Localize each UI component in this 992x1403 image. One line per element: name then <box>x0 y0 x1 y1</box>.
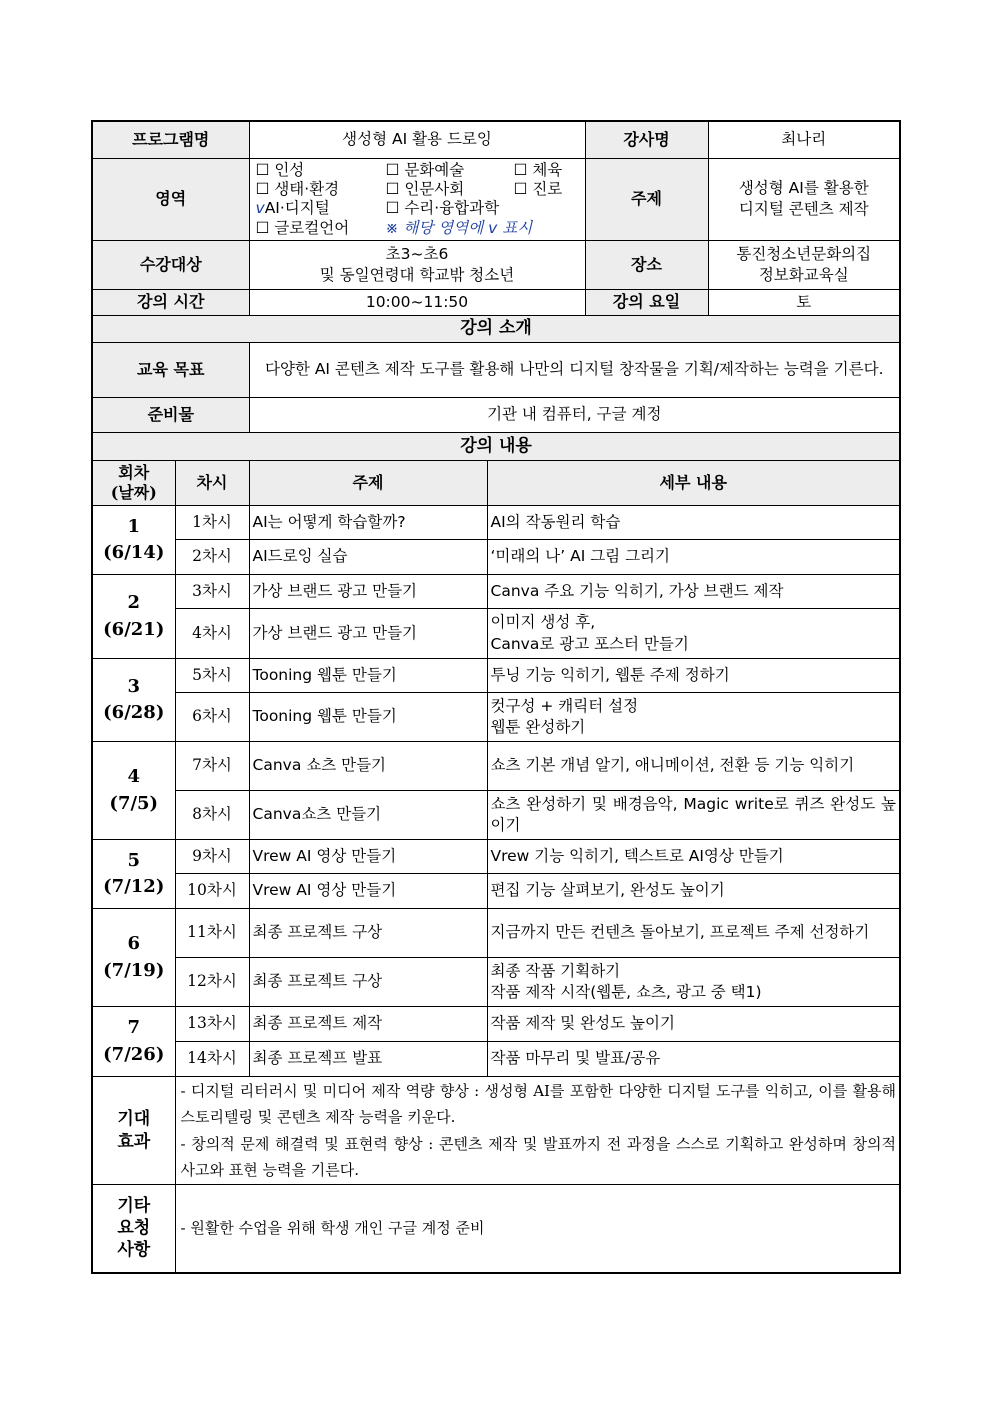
cha-cell: 6차시 <box>175 693 249 742</box>
content-section-title: 강의 내용 <box>92 433 900 461</box>
session-number: 3 <box>127 675 141 697</box>
topic-cell: 최종 프로젝트 구상 <box>249 958 487 1007</box>
session-cell <box>92 909 175 1007</box>
session-cell <box>92 1007 175 1077</box>
cha-cell: 4차시 <box>175 609 249 659</box>
cha-cell: 8차시 <box>175 791 249 840</box>
col-session-header: 회차 (날짜) <box>92 461 175 506</box>
detail-cell: ‘미래의 나’ AI 그림 그리기 <box>487 540 900 575</box>
area-option-selected <box>256 199 386 218</box>
effects-item: - 창의적 문제 해결력 및 표현력 향상 : 콘텐츠 제작 및 발표까지 전 과정을 스스로 기획하고 완성하며 창의적 사고와 표현 능력을 기른다. <box>180 1134 896 1179</box>
cha-cell: 5차시 <box>175 659 249 693</box>
program-name-value: 생성형 AI 활용 드로잉 <box>249 121 585 158</box>
place-line: 통진청소년문화의집 <box>736 244 872 263</box>
session-cell <box>92 575 175 659</box>
target-label: 수강대상 <box>92 241 249 290</box>
time-value: 10:00~11:50 <box>249 290 585 316</box>
session-date: (7/26) <box>103 1043 165 1065</box>
other-label: 기타 요청 사항 <box>92 1185 175 1273</box>
session-date: (6/14) <box>103 542 165 563</box>
cha-cell: 3차시 <box>175 575 249 609</box>
detail-cell: 최종 작품 기획하기 작품 제작 시작(웹툰, 쇼츠, 광고 중 택1) <box>487 958 900 1007</box>
topic-cell: 최종 프로젝트 구상 <box>249 909 487 958</box>
topic-cell: Tooning 웹툰 만들기 <box>249 659 487 693</box>
prep-value: 기관 내 컴퓨터, 구글 계정 <box>249 398 900 433</box>
area-option: ☐ 체육 <box>513 160 563 179</box>
goal-label: 교육 목표 <box>92 343 249 398</box>
session-cell <box>92 506 175 575</box>
session-number: 1 <box>127 515 141 537</box>
session-date: (7/12) <box>103 876 165 897</box>
area-option: ☐ 글로컬언어 <box>255 218 350 237</box>
effects-label: 기대 효과 <box>92 1077 175 1185</box>
session-number: 4 <box>127 766 141 788</box>
session-date: (7/5) <box>109 792 159 814</box>
prep-label: 준비물 <box>92 398 249 433</box>
target-line: 및 동일연령대 학교밖 청소년 <box>319 266 515 284</box>
topic-cell: AI는 어떻게 학습할까? <box>249 506 487 540</box>
session-cell <box>92 742 175 840</box>
instructor-label: 강사명 <box>585 121 708 158</box>
cha-cell: 7차시 <box>175 742 249 791</box>
place-line: 정보화교육실 <box>758 266 849 284</box>
cha-cell: 13차시 <box>175 1007 249 1042</box>
area-note: ※ 해당 영역에 v 표시 <box>385 218 533 237</box>
target-line: 초3~초6 <box>385 244 449 263</box>
intro-section-title: 강의 소개 <box>92 316 900 343</box>
area-option: ☐ 진로 <box>513 179 563 198</box>
area-option: ☐ 생태·환경 <box>255 179 340 198</box>
cha-cell: 10차시 <box>175 874 249 909</box>
cha-cell: 11차시 <box>175 909 249 958</box>
topic-cell: Canva쇼츠 만들기 <box>249 791 487 840</box>
effects-item: - 디지털 리터러시 및 미디어 제작 역량 향상 : 생성형 AI를 포함한 다양한 디지털 도구를 익히고, 이를 활용해 스토리텔링 및 콘텐츠 제작 능력을 키운다. <box>180 1082 896 1127</box>
day-label: 강의 요일 <box>585 290 708 316</box>
topic-cell: 최종 프로젝트 제작 <box>249 1007 487 1042</box>
detail-cell: 작품 제작 및 완성도 높이기 <box>487 1007 900 1042</box>
area-option: ☐ 문화예술 <box>385 160 465 179</box>
area-option: ☐ 수리·융합과학 <box>385 199 500 218</box>
topic-cell: Vrew AI 영상 만들기 <box>249 840 487 874</box>
col-topic-header: 주제 <box>249 461 487 506</box>
detail-cell: 쇼츠 기본 개념 알기, 애니메이션, 전환 등 기능 익히기 <box>487 742 900 791</box>
day-value: 토 <box>708 290 900 316</box>
col-detail-header: 세부 내용 <box>487 461 900 506</box>
detail-cell: AI의 작동원리 학습 <box>487 506 900 540</box>
session-cell <box>92 840 175 909</box>
area-checklist <box>249 158 585 241</box>
topic-value <box>708 158 900 241</box>
effects-content <box>175 1077 900 1185</box>
topic-cell: 최종 프로젝프 발표 <box>249 1042 487 1077</box>
detail-cell: Canva 주요 기능 익히기, 가상 브랜드 제작 <box>487 575 900 609</box>
place-value <box>708 241 900 290</box>
topic-line: 생성형 AI를 활용한 <box>738 178 869 197</box>
session-number: 2 <box>127 592 141 614</box>
session-number: 7 <box>127 1017 141 1039</box>
topic-cell: AI드로잉 실습 <box>249 540 487 575</box>
program-plan-table <box>91 120 901 1274</box>
session-number: 5 <box>127 849 141 871</box>
detail-cell: 쇼츠 완성하기 및 배경음악, Magic write로 퀴즈 완성도 높이기 <box>487 791 900 840</box>
area-option: ☐ 인성 <box>255 160 305 179</box>
topic-cell: Tooning 웹툰 만들기 <box>249 693 487 742</box>
col-cha-header: 차시 <box>175 461 249 506</box>
session-cell <box>92 659 175 742</box>
goal-value: 다양한 AI 콘텐츠 제작 도구를 활용해 나만의 디지털 창작물을 기획/제작하는 능력을 기른다. <box>249 343 900 398</box>
detail-cell: Vrew 기능 익히기, 텍스트로 AI영상 만들기 <box>487 840 900 874</box>
place-label: 장소 <box>585 241 708 290</box>
detail-cell: 편집 기능 살펴보기, 완성도 높이기 <box>487 874 900 909</box>
topic-cell: Canva 쇼츠 만들기 <box>249 742 487 791</box>
detail-cell: 컷구성 + 캐릭터 설정 웹툰 완성하기 <box>487 693 900 742</box>
detail-cell: 투닝 기능 익히기, 웹툰 주제 정하기 <box>487 659 900 693</box>
topic-cell: Vrew AI 영상 만들기 <box>249 874 487 909</box>
topic-label: 주제 <box>585 158 708 241</box>
area-option-label: AI·디지털 <box>264 199 330 218</box>
session-number: 6 <box>127 933 141 955</box>
topic-cell: 가상 브랜드 광고 만들기 <box>249 575 487 609</box>
other-item: - 원활한 수업을 위해 학생 개인 구글 계정 준비 <box>175 1185 900 1273</box>
session-date: (7/19) <box>103 959 165 981</box>
topic-cell: 가상 브랜드 광고 만들기 <box>249 609 487 659</box>
program-name-label: 프로그램명 <box>92 121 249 158</box>
detail-cell: 작품 마무리 및 발표/공유 <box>487 1042 900 1077</box>
session-date: (6/28) <box>103 702 165 723</box>
cha-cell: 12차시 <box>175 958 249 1007</box>
cha-cell: 9차시 <box>175 840 249 874</box>
cha-cell: 14차시 <box>175 1042 249 1077</box>
target-value <box>249 241 585 290</box>
cha-cell: 2차시 <box>175 540 249 575</box>
detail-cell: 이미지 생성 후, Canva로 광고 포스터 만들기 <box>487 609 900 659</box>
area-label: 영역 <box>92 158 249 241</box>
session-date: (6/21) <box>103 618 165 640</box>
instructor-value: 최나리 <box>708 121 900 158</box>
cha-cell: 1차시 <box>175 506 249 540</box>
time-label: 강의 시간 <box>92 290 249 316</box>
check-mark: v <box>255 199 265 218</box>
area-option: ☐ 인문사회 <box>385 179 465 198</box>
detail-cell: 지금까지 만든 컨텐츠 돌아보기, 프로젝트 주제 선정하기 <box>487 909 900 958</box>
topic-line: 디지털 콘텐츠 제작 <box>738 200 869 219</box>
